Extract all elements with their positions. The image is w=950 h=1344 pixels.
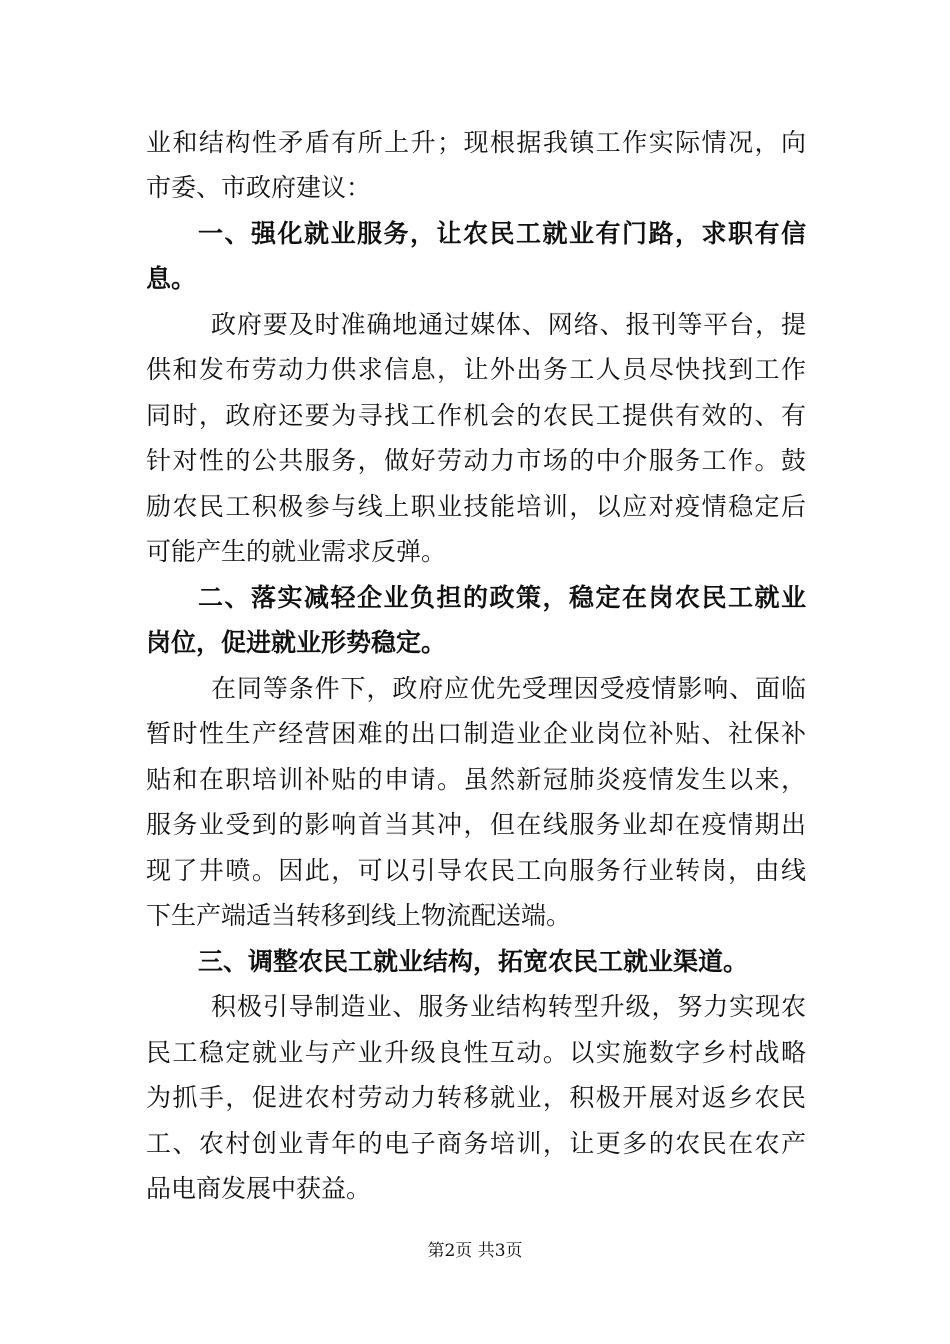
body-text-line: 业和结构性矛盾有所上升；现根据我镇工作实际情况，向 <box>146 128 806 157</box>
body-text-line: 可能产生的就业需求反弹。 <box>146 537 447 566</box>
body-text-line: 针对性的公共服务，做好劳动力市场的中介服务工作。鼓 <box>146 446 806 475</box>
section-heading-2: 二、落实减轻企业负担的政策，稳定在岗农民工就业 <box>198 583 806 612</box>
body-text-line: 同时，政府还要为寻找工作机会的农民工提供有效的、有 <box>146 401 806 430</box>
body-text-line: 在同等条件下，政府应优先受理因受疫情影响、面临 <box>211 674 806 703</box>
body-text-line: 下生产端适当转移到线上物流配送端。 <box>146 901 572 930</box>
section-heading-2-cont: 岗位，促进就业形势稳定。 <box>146 628 447 657</box>
section-heading-1-cont: 息。 <box>146 264 197 293</box>
body-text-line: 品电商发展中获益。 <box>146 1174 372 1203</box>
body-text-line: 为抓手，促进农村劳动力转移就业，积极开展对返乡农民 <box>146 1083 806 1112</box>
body-text-line: 供和发布劳动力供求信息，让外出务工人员尽快找到工作 <box>146 355 806 384</box>
body-text-line: 贴和在职培训补贴的申请。虽然新冠肺炎疫情发生以来， <box>146 765 806 794</box>
body-text-line: 政府要及时准确地通过媒体、网络、报刊等平台，提 <box>211 310 806 339</box>
body-text-line: 服务业受到的影响首当其冲，但在线服务业却在疫情期出 <box>146 810 806 839</box>
body-text-line: 暂时性生产经营困难的出口制造业企业岗位补贴、社保补 <box>146 719 806 748</box>
body-text-line: 励农民工积极参与线上职业技能培训，以应对疫情稳定后 <box>146 492 806 521</box>
section-heading-1: 一、强化就业服务，让农民工就业有门路，求职有信 <box>198 219 806 248</box>
section-heading-3: 三、调整农民工就业结构，拓宽农民工就业渠道。 <box>198 947 749 976</box>
page-number-footer: 第2页 共3页 <box>427 1241 523 1261</box>
body-text-line: 民工稳定就业与产业升级良性互动。以实施数字乡村战略 <box>146 1038 806 1067</box>
body-text-line: 工、农村创业青年的电子商务培训，让更多的农民在农产 <box>146 1129 806 1158</box>
body-text-line: 市委、市政府建议： <box>146 173 372 202</box>
body-text-line: 现了井喷。因此，可以引导农民工向服务行业转岗，由线 <box>146 856 806 885</box>
body-text-line: 积极引导制造业、服务业结构转型升级，努力实现农 <box>211 992 806 1021</box>
